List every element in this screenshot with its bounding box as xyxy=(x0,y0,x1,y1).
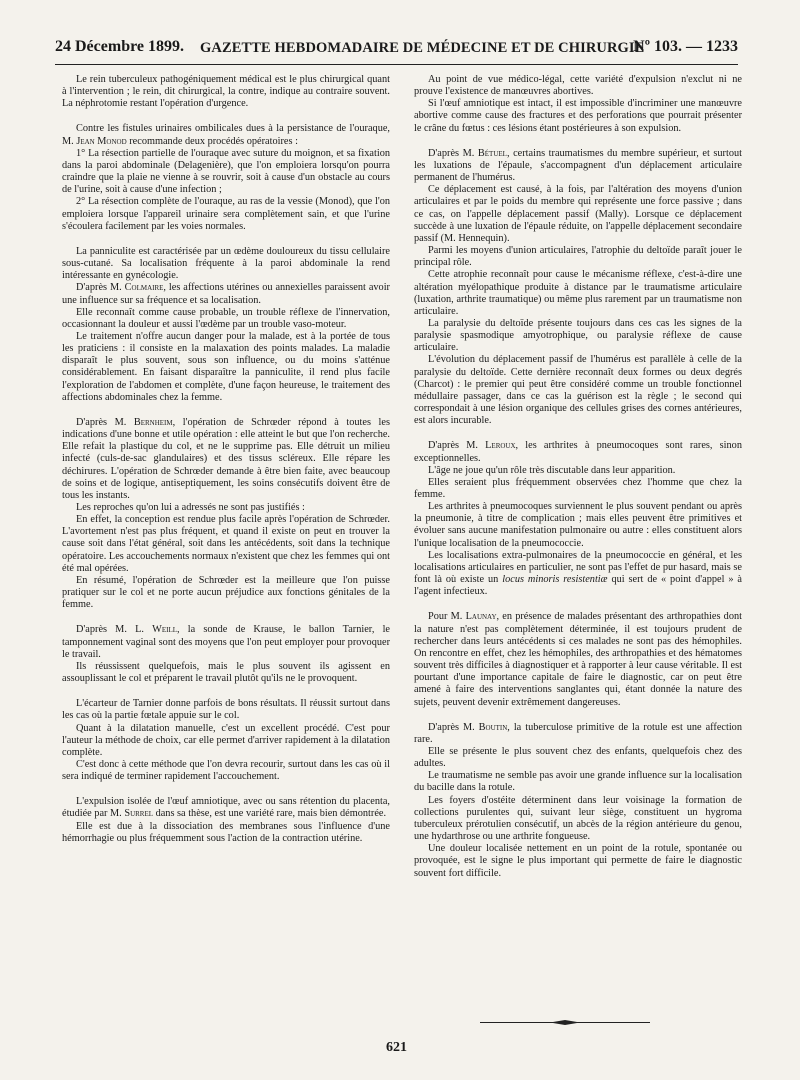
paragraph-text: Les reproches qu'on lui a adressés ne sont pas justifiés : xyxy=(76,502,305,513)
paragraph xyxy=(62,575,390,611)
section-gap xyxy=(62,404,390,417)
paragraph-text: Parmi les moyens d'union articulaires, l'atrophie du deltoïde paraît jouer le principal rôle. xyxy=(414,245,742,269)
paragraph-text: recommande deux procédés opératoires : xyxy=(126,135,298,147)
author-name: Leroux xyxy=(485,440,516,452)
section-gap xyxy=(414,598,742,611)
paragraph xyxy=(414,318,742,354)
paragraph-text: , l'opération de Schrœder répond à toutes les indications d'une bonne et utile opération : elle atteint le but que l'on recherche. Elle refait la plastique du col, et ne le supprime pas. Elle détruit un milieu infecté (culs-de-sac glandulaires) et des tissus scléreux. Elle répare les déchirures. L'opération de Schrœder demande à être bien faite, avec beaucoup de soins et de logique, antiseptiquement, les soins consécutifs doivent être de tous les instants. xyxy=(62,416,390,501)
page-folio: 621 xyxy=(386,1040,407,1055)
paragraph xyxy=(62,624,390,660)
paragraph xyxy=(62,821,390,845)
paragraph xyxy=(414,722,742,746)
latin-term: locus minoris resistentiæ xyxy=(502,574,608,586)
paragraph-text: dans sa thèse, est une variété rare, mais bien démontrée. xyxy=(153,808,387,820)
paragraph-text: Si l'œuf amniotique est intact, il est impossible d'incriminer une manœuvre abortive comme cause des fractures et des perforations que pourrait présenter le crâne du fœtus : ces lésions étant postérieures à son expulsion. xyxy=(414,98,742,134)
section-gap xyxy=(62,685,390,698)
paragraph xyxy=(414,184,742,245)
paragraph-text: Une douleur localisée nettement en un point de la rotule, spontanée ou provoquée, est le signe le plus important qui permette de faire le diagnostic souvent fort difficile. xyxy=(414,843,742,879)
paragraph-text: , les affections utérines ou annexielles paraissent avoir une influence sur sa fréquence et sa localisation. xyxy=(62,282,390,306)
paragraph xyxy=(414,440,742,464)
paragraph-text: 2° La résection complète de l'ouraque, au ras de la vessie (Monod), que l'on emploiera lorsque l'appareil urinaire sera complètement sain, et que l'urine s'écoulera facilement par les voies normales. xyxy=(62,196,390,232)
paragraph xyxy=(414,148,742,184)
ornament-diamond xyxy=(550,1020,580,1025)
author-name: Colmaire xyxy=(124,282,164,294)
paragraph-text: , en présence de malades présentant des arthropathies dont la nature n'est pas complètement déterminée, il est toujours prudent de rechercher dans leurs antécédents si ces malades ne sont pas des hémophiles. On rencontre en effet, chez les hémophiles, des arthropathies et des hématomes souvent très difficiles à diagnostiquer et à rapporter à leur cause véritable. Il est pourtant d'une importance capitale de faire le diagnostic, car on peut être amené à faire des interventions sanglantes qui, étant donnée la nature des sujets, peuvent devenir extrêmement dangereuses. xyxy=(414,611,742,708)
paragraph xyxy=(414,74,742,98)
paragraph xyxy=(62,123,390,147)
paragraph-text: Contre les fistules urinaires ombilicales dues à la persistance de l'ouraque, M. xyxy=(62,123,390,147)
paragraph xyxy=(62,502,390,514)
paragraph xyxy=(414,465,742,477)
paragraph xyxy=(414,477,742,501)
paragraph-text: Quant à la dilatation manuelle, c'est un excellent procédé. C'est pour l'auteur la méthode de choix, car elle permet d'arriver rapidement à la dilatation complète. xyxy=(62,722,390,758)
paragraph xyxy=(414,770,742,794)
paragraph xyxy=(414,245,742,269)
paragraph-text: , la tuberculose primitive de la rotule est une affection rare. xyxy=(414,721,742,745)
paragraph-text: La panniculite est caractérisée par un œdème douloureux du tissu cellulaire sous-cutané. Sa localisation fréquente à la paroi abdominale la rend intéressante en gynécologie. xyxy=(62,245,390,282)
running-header xyxy=(55,38,738,65)
paragraph-text: D'après M. xyxy=(428,440,486,452)
paragraph xyxy=(414,843,742,879)
author-name: Jean Monod xyxy=(76,135,127,147)
paragraph-text: Ce déplacement est causé, à la fois, par l'altération des moyens d'union articulaires et par le poids du membre qui représente une force passive ; dans ce cas, on l'appelle déplacement passif (Mally). Lorsque ce déplacement succède à une luxation de l'épaule réduite, on l'appelle déplacement secondaire passif (M. Hennequin). xyxy=(414,184,742,244)
paragraph xyxy=(62,246,390,282)
section-gap xyxy=(414,427,742,440)
paragraph-text: L'âge ne joue qu'un rôle très discutable dans leur apparition. xyxy=(428,464,676,476)
right-column xyxy=(414,74,742,880)
paragraph xyxy=(414,354,742,427)
paragraph xyxy=(62,74,390,110)
paragraph-text: Ils réussissent quelquefois, mais le plus souvent ils agissent en assouplissant le col et préparent le travail plutôt qu'ils ne le provoquent. xyxy=(62,660,390,685)
paragraph xyxy=(62,723,390,759)
paragraph-text: , les arthrites à pneumocoques sont rares, sinon exceptionnelles. xyxy=(414,440,742,464)
paragraph-text: D'après M. xyxy=(428,721,479,733)
left-column xyxy=(62,74,390,845)
paragraph-text: , la sonde de Krause, le ballon Tarnier, le tamponnement vaginal sont des moyens que l'on peut employer pour provoquer le travail. xyxy=(62,624,390,660)
paragraph xyxy=(414,550,742,599)
paragraph-text: Le traitement n'offre aucun danger pour la malade, est à la portée de tous les praticiens : il consiste en la malaxation des points malades. La maladie disparaît le plus souvent, sous son influence, ou du moins s'atténue considérablement. En faisant disparaître la panniculite, il rend plus facile l'exploration de l'abdomen et complète, d'une façon heureuse, le traitement des affections abdominales chez la femme. xyxy=(62,330,390,403)
paragraph xyxy=(414,795,742,844)
paragraph-text: Elle reconnaît comme cause probable, un trouble réflexe de l'innervation, occasionnant la douleur et aussi l'œdème par un trouble vaso-moteur. xyxy=(62,306,390,330)
paragraph-text: L'écarteur de Tarnier donne parfois de bons résultats. Il réussit surtout dans les cas où la partie fœtale appuie sur le col. xyxy=(62,698,390,722)
paragraph-text: D'après M. xyxy=(428,147,478,159)
paragraph xyxy=(62,514,390,575)
paragraph xyxy=(62,148,390,197)
paragraph-text: Les foyers d'ostéite déterminent dans leur voisinage la formation de collections purulentes qui, suivant leur siège, constituent un hygroma tuberculeux prérotulien consécutif, un abcès de la région antérieure du genou, une hydarthrose ou une arthrite fongueuse. xyxy=(414,794,742,843)
issue-page-number: Nº 103. — 1233 xyxy=(633,38,738,55)
paragraph-text: C'est donc à cette méthode que l'on devra recourir, surtout dans les cas où il sera indiqué de terminer rapidement l'accouchement. xyxy=(62,758,390,783)
journal-title: GAZETTE HEBDOMADAIRE DE MÉDECINE ET DE CHIRURGIE xyxy=(200,40,645,56)
section-gap xyxy=(62,110,390,123)
paragraph-text: L'expulsion isolée de l'œuf amniotique, avec ou sans rétention du placenta, étudiée par M. xyxy=(62,796,390,820)
section-gap xyxy=(62,611,390,624)
paragraph xyxy=(62,331,390,404)
paragraph xyxy=(62,661,390,685)
paragraph-text: qui sert de « point d'appel » à l'agent infectieux. xyxy=(414,574,742,598)
paragraph xyxy=(62,796,390,820)
paragraph-text: 1° La résection partielle de l'ouraque avec suture du moignon, et sa fixation dans la paroi abdominale (Delagenière), que l'on emploiera lorsqu'on pourra craindre que la plaie ne vienne à se rouvrir, soit à cause d'un obstacle au cours de l'urine, soit à cause d'une infection ; xyxy=(62,147,390,196)
paragraph-text: Pour M. xyxy=(428,611,466,623)
paragraph-text: Les arthrites à pneumocoques surviennent le plus souvent pendant ou après la pneumonie, à titre de complication ; mais elles peuvent être primitives et évoluer sans aucune manifestation pulmonaire ou autre : elles constituent alors l'unique localisation de la pneumococcie. xyxy=(414,501,742,549)
paragraph xyxy=(414,746,742,770)
paragraph-text: Les localisations extra-pulmonaires de la pneumococcie en général, et les localisations articulaires en particulier, ne sont pas l'effet de pur hasard, mais se font là où existe un xyxy=(414,549,742,586)
author-name: Bernheim xyxy=(133,416,173,428)
author-name: Bétuel xyxy=(477,147,507,159)
paragraph-text: D'après M. L. xyxy=(76,624,153,636)
author-name: Launay xyxy=(465,611,497,623)
section-gap xyxy=(62,783,390,796)
section-gap xyxy=(414,135,742,148)
paragraph-text: Cette atrophie reconnaît pour cause le mécanisme réflexe, c'est-à-dire une altération myélopathique produite à distance par le traumatisme articulaire (luxation, arthrite traumatique) ou même plus rarement par un traumatisme non articulaire. xyxy=(414,269,742,317)
end-ornament-rule xyxy=(480,1020,650,1026)
paragraph-text: En résumé, l'opération de Schrœder est la meilleure que l'on puisse pratiquer sur le col et ne porte aucun préjudice aux fonctions génitales de la femme. xyxy=(62,574,390,611)
author-name: Weill xyxy=(152,624,178,636)
paragraph-text: D'après M. xyxy=(76,282,125,294)
paragraph xyxy=(62,759,390,783)
paragraph xyxy=(62,417,390,502)
paragraph-text: , certains traumatismes du membre supérieur, et surtout les luxations de l'épaule, s'accompagnent d'un déplacement articulaire permanent de l'humérus. xyxy=(414,147,742,184)
issue-date: 24 Décembre 1899. xyxy=(55,38,184,55)
paragraph-text: En effet, la conception est rendue plus facile après l'opération de Schrœder. L'avortement n'est pas plus fréquent, et quand il existe on peut en trouver la cause soit dans l'état général, soit dans les antécédents, soit dans la technique opératoire. Les accouchements normaux n'existent que chez les femmes qui ont été mal opérées. xyxy=(62,514,390,574)
paragraph-text: L'évolution du déplacement passif de l'humérus est parallèle à celle de la paralysie du deltoïde. Cette dernière reconnaît deux formes ou deux degrés (Charcot) : le premier qui peut être considéré comme un trouble fonctionnel médullaire passager, dans ce cas la guérison est la règle ; le second qui correspondait à une lésion organique des cellules grises des cornes antérieures, est alors incurable. xyxy=(414,354,742,427)
paragraph-text: La paralysie du deltoïde présente toujours dans ces cas les signes de la paralysie spasmodique amyotrophique, ou paralysie réflexe de cause articulaire. xyxy=(414,317,742,354)
paragraph-text: Le rein tuberculeux pathogéniquement médical est le plus chirurgical quant à l'intervention ; le rein, dit chirurgical, la contre, indique au contraire souvent. La néphrotomie restant l'opération d'urgence. xyxy=(62,74,390,110)
paragraph-text: Elle est due à la dissociation des membranes sous l'influence d'une hémorrhagie ou plus fréquemment sous l'action de la contraction utérine. xyxy=(62,820,390,844)
paragraph-text: Elles seraient plus fréquemment observées chez l'homme que chez la femme. xyxy=(414,476,742,500)
paragraph-text: Elle se présente le plus souvent chez des enfants, quelquefois chez des adultes. xyxy=(414,745,742,770)
paragraph xyxy=(414,269,742,318)
paragraph xyxy=(62,196,390,232)
paragraph xyxy=(62,698,390,722)
paragraph-text: D'après M. xyxy=(76,416,134,428)
author-name: Surrel xyxy=(124,808,154,820)
author-name: Boutin xyxy=(478,721,508,733)
paragraph xyxy=(62,307,390,331)
paragraph xyxy=(414,611,742,708)
paragraph xyxy=(414,98,742,134)
section-gap xyxy=(414,709,742,722)
section-gap xyxy=(62,233,390,246)
paragraph-text: Au point de vue médico-légal, cette variété d'expulsion n'exclut ni ne prouve l'existence de manœuvres abortives. xyxy=(414,74,742,98)
paragraph xyxy=(414,501,742,550)
paragraph-text: Le traumatisme ne semble pas avoir une grande influence sur la localisation du bacille dans la rotule. xyxy=(414,770,742,794)
paragraph xyxy=(62,282,390,306)
